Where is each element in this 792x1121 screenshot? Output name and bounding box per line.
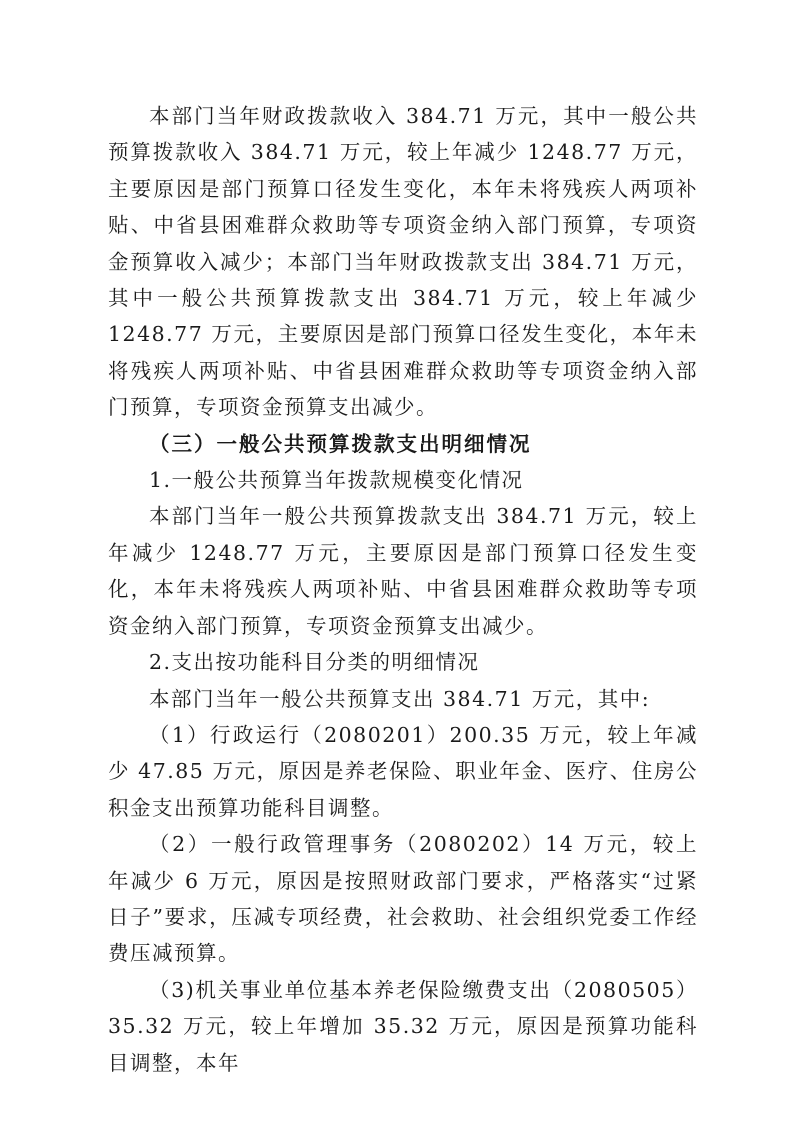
list-item-administrative-operation: （1）行政运行（2080201）200.35 万元，较上年减少 47.85 万元，原因是养老保险、职业年金、医疗、住房公积金支出预算功能科目调整。 — [108, 722, 698, 820]
paragraph-fiscal-appropriation: 本部门当年财政拨款收入 384.71 万元，其中一般公共预算拨款收入 384.71 万元，较上年减少 1248.77 万元，主要原因是部门预算口径发生变化，本年未将残疾人两项补贴、中省县困难群众救助等专项资金纳入部门预算，专项资金预算收入减少；本部门当年财政拨款支出 384.71 万元，其中一般公共预算拨款支出 384.71 万元，较上年减少 1248.77 万元，主要原因是部门预算口径发生变化，本年未将残疾人两项补贴、中省县困难群众救助等专项资金纳入部门预算，专项资金预算支出减少。 — [108, 104, 698, 420]
section-heading-expenditure-details: （三）一般公共预算拨款支出明细情况 — [149, 431, 532, 456]
subheading-scale-change: 1.一般公共预算当年拨款规模变化情况 — [149, 468, 524, 493]
list-item-pension-insurance: （3)机关事业单位基本养老保险缴费支出（2080505）35.32 万元，较上年增加 35.32 万元，原因是预算功能科目调整，本年 — [108, 977, 698, 1075]
list-item-general-administration: （2）一般行政管理事务（2080202）14 万元，较上年减少 6 万元，原因是按照财政部门要求，严格落实“过紧日子”要求，压减专项经费，社会救助、社会组织党委工作经费压减预算。 — [108, 832, 698, 966]
subheading-functional-classification: 2.支出按功能科目分类的明细情况 — [149, 650, 480, 675]
paragraph-expenditure-total: 本部门当年一般公共预算支出 384.71 万元，其中: — [149, 686, 651, 711]
document-body — [108, 98, 698, 1081]
paragraph-scale-change: 本部门当年一般公共预算拨款支出 384.71 万元，较上年减少 1248.77 万元，主要原因是部门预算口径发生变化，本年未将残疾人两项补贴、中省县困难群众救助等专项资金纳入部门预算，专项资金预算支出减少。 — [108, 504, 698, 638]
